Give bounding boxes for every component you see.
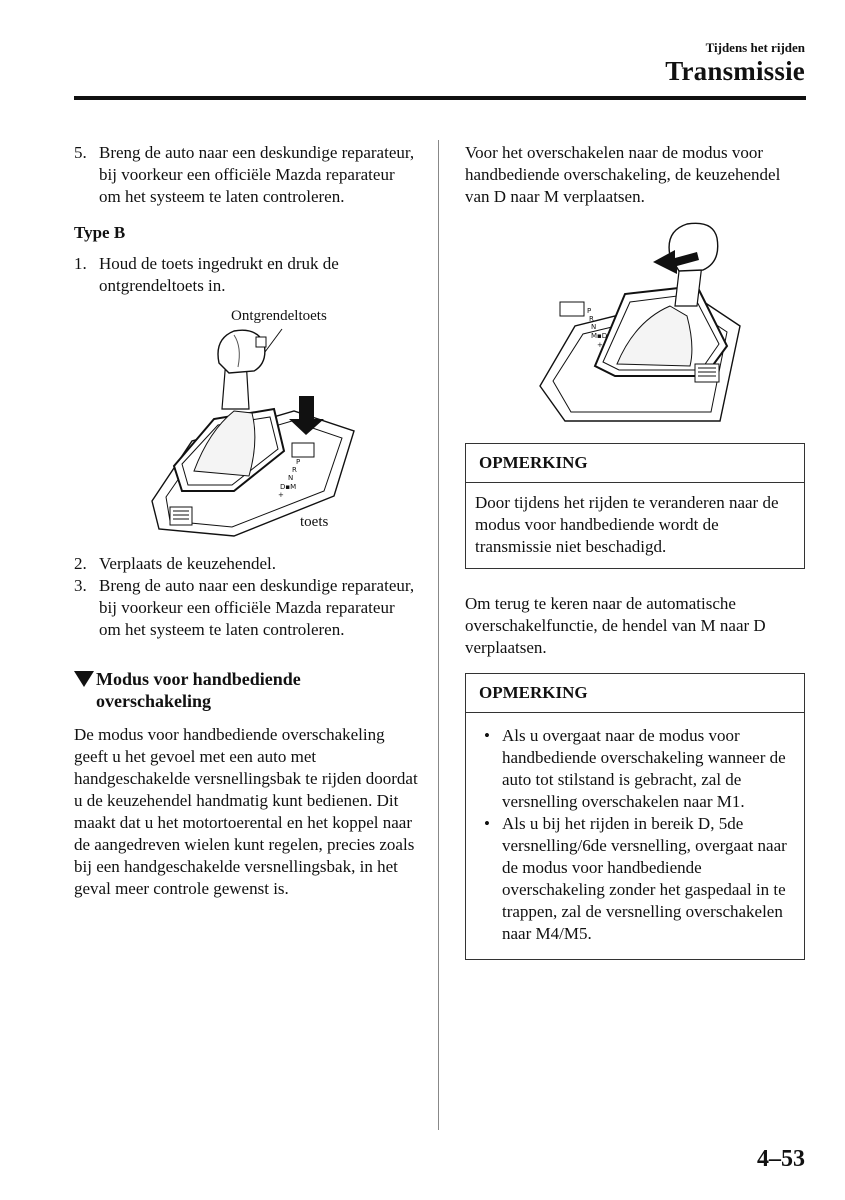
- bullet-dot-icon: •: [484, 726, 490, 745]
- step-1: [74, 253, 419, 297]
- gate-p: P: [296, 458, 301, 466]
- page-number: 4–53: [757, 1146, 805, 1172]
- return-paragraph: Om terug te keren naar de automatische overschakelfunctie, de hendel van M naar D verplaatsen.: [465, 594, 766, 657]
- gate-d-m: D▪M: [280, 483, 297, 491]
- step-text: Houd de toets ingedrukt en druk de ontgrendeltoets in.: [99, 254, 339, 295]
- note-bullet: [475, 813, 794, 945]
- gate-r: R: [589, 315, 594, 323]
- shift-lever-dm-illustration: [465, 216, 805, 431]
- note-title: OPMERKING: [466, 674, 804, 713]
- label-button: toets: [300, 514, 329, 530]
- triangle-bullet-icon: [74, 671, 94, 687]
- bullet-dot-icon: •: [484, 814, 490, 833]
- step-3: [74, 575, 419, 641]
- shift-lever-figure-d-to-m: [465, 216, 805, 431]
- step-5: [74, 142, 419, 208]
- step-number: 2.: [74, 554, 87, 573]
- step-number: 3.: [74, 576, 87, 595]
- step-2: [74, 553, 419, 575]
- gate-n: N: [591, 323, 597, 331]
- step-text: Breng de auto naar een deskundige reparateur, bij voorkeur een officiële Mazda reparateur om het systeem te laten controleren.: [99, 576, 415, 639]
- header-rule: [74, 96, 806, 100]
- step-number: 5.: [74, 143, 87, 162]
- gate-r: R: [292, 466, 297, 474]
- shift-lever-illustration: [74, 301, 419, 551]
- step-text: Breng de auto naar een deskundige reparateur, bij voorkeur een officiële Mazda reparateur om het systeem te laten controleren.: [99, 143, 415, 206]
- gate-m-d: M▪D: [591, 332, 608, 340]
- shift-lever-figure-b: [74, 301, 419, 551]
- note-bullet: [475, 725, 794, 813]
- intro-paragraph: Voor het overschakelen naar de modus voor handbediende overschakeling, de keuzehendel van D naar M verplaatsen.: [465, 143, 781, 206]
- page-title: Transmissie: [665, 56, 805, 86]
- right-column: [465, 142, 805, 960]
- bullet-text: Als u bij het rijden in bereik D, 5de versnelling/6de versnelling, overgaat naar de modus voor handbediende overschakeling zonder het gaspedaal in te trappen, zal de versnelling overschakelen naar M4/M5.: [502, 814, 787, 943]
- step-text: Verplaats de keuzehendel.: [99, 554, 276, 573]
- column-divider: [438, 140, 439, 1130]
- gate-plus: +: [597, 341, 603, 349]
- bullet-text: Als u overgaat naar de modus voor handbediende overschakeling wanneer de auto tot stilstand is gebracht, zal de versnelling overschakelen naar M1.: [502, 726, 786, 811]
- heading-line-1: Modus voor handbediende: [96, 669, 301, 689]
- left-column: [74, 142, 419, 900]
- running-header-section: Tijdens het rijden: [705, 40, 805, 55]
- note-text: Door tijdens het rijden te veranderen naar de modus voor handbediende wordt de transmissie niet beschadigd.: [475, 493, 779, 556]
- type-b-heading: Type B: [74, 223, 126, 242]
- gate-p: P: [587, 307, 592, 315]
- label-release-button: Ontgrendeltoets: [231, 308, 327, 324]
- manual-mode-heading: [74, 668, 419, 712]
- note-bullets: [466, 713, 804, 959]
- note-box-1: [465, 443, 805, 569]
- gate-plus: +: [278, 491, 284, 499]
- heading-line-2: overschakeling: [96, 691, 211, 711]
- note-title: OPMERKING: [466, 444, 804, 483]
- manual-mode-description: De modus voor handbediende overschakeling geeft u het gevoel met een auto met handgeschakelde versnellingsbak te rijden doordat u de keuzehendel handmatig kunt bedienen. Dit maakt dat u het motortoerental en het koppel naar de aangedreven wielen kunt regelen, precies zoals bij een handgeschakelde versnellingsbak, in het geval meer controle gewenst is.: [74, 725, 418, 898]
- note-box-2: [465, 673, 805, 960]
- gate-n: N: [288, 474, 294, 482]
- step-number: 1.: [74, 254, 87, 273]
